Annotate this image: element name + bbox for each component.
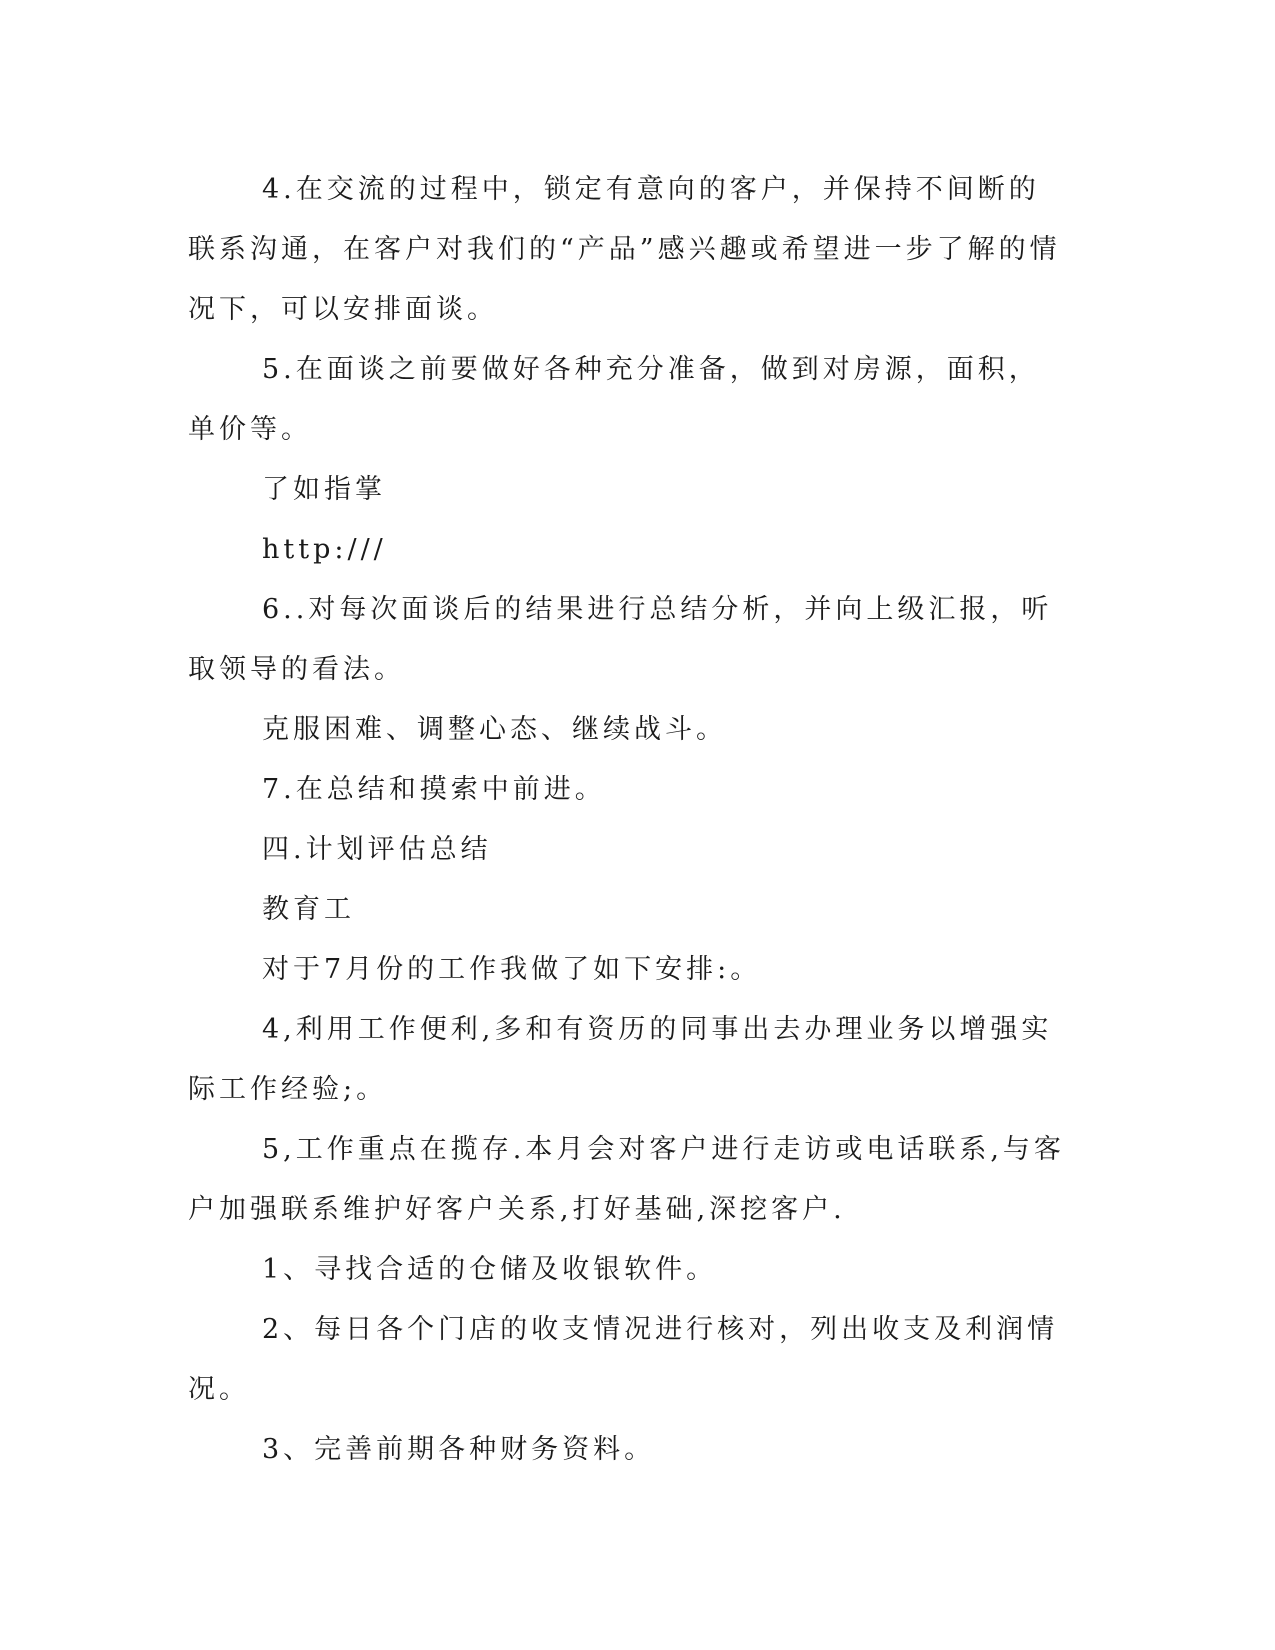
paragraph-deposit-focus: 5,工作重点在揽存.本月会对客户进行走访或电话联系,与客户加强联系维护好客户关系,打好基础,深挖客户. (188, 1134, 1065, 1225)
paragraph-july-arrangement: 对于7月份的工作我做了如下安排:。 (262, 954, 762, 985)
paragraph-progress: 7.在总结和摸索中前进。 (262, 774, 606, 805)
paragraph-fragment: 了如指掌 (262, 474, 386, 505)
paragraph-url: http:/// (262, 534, 387, 565)
paragraph-education-fragment: 教育工 (262, 894, 355, 925)
paragraph-work-experience: 4,利用工作便利,多和有资历的同事出去办理业务以增强实际工作经验;。 (188, 1014, 1053, 1105)
section-heading-plan-evaluation: 四.计划评估总结 (262, 834, 492, 865)
list-item-financial-records: 3、完善前期各种财务资料。 (262, 1434, 656, 1465)
list-item-software: 1、寻找合适的仓储及收银软件。 (262, 1254, 718, 1285)
list-item-store-reconciliation: 2、每日各个门店的收支情况进行核对，列出收支及利润情况。 (188, 1314, 1059, 1405)
paragraph-overcome-difficulties: 克服困难、调整心态、继续战斗。 (262, 714, 727, 745)
paragraph-customer-communication: 4.在交流的过程中，锁定有意向的客户，并保持不间断的联系沟通，在客户对我们的“产品”感兴趣或希望进一步了解的情况下，可以安排面谈。 (188, 174, 1061, 325)
paragraph-interview-preparation: 5.在面谈之前要做好各种充分准备，做到对房源，面积，单价等。 (188, 354, 1040, 445)
paragraph-interview-summary: 6..对每次面谈后的结果进行总结分析，并向上级汇报，听取领导的看法。 (188, 594, 1053, 685)
document-body (188, 160, 1068, 1480)
